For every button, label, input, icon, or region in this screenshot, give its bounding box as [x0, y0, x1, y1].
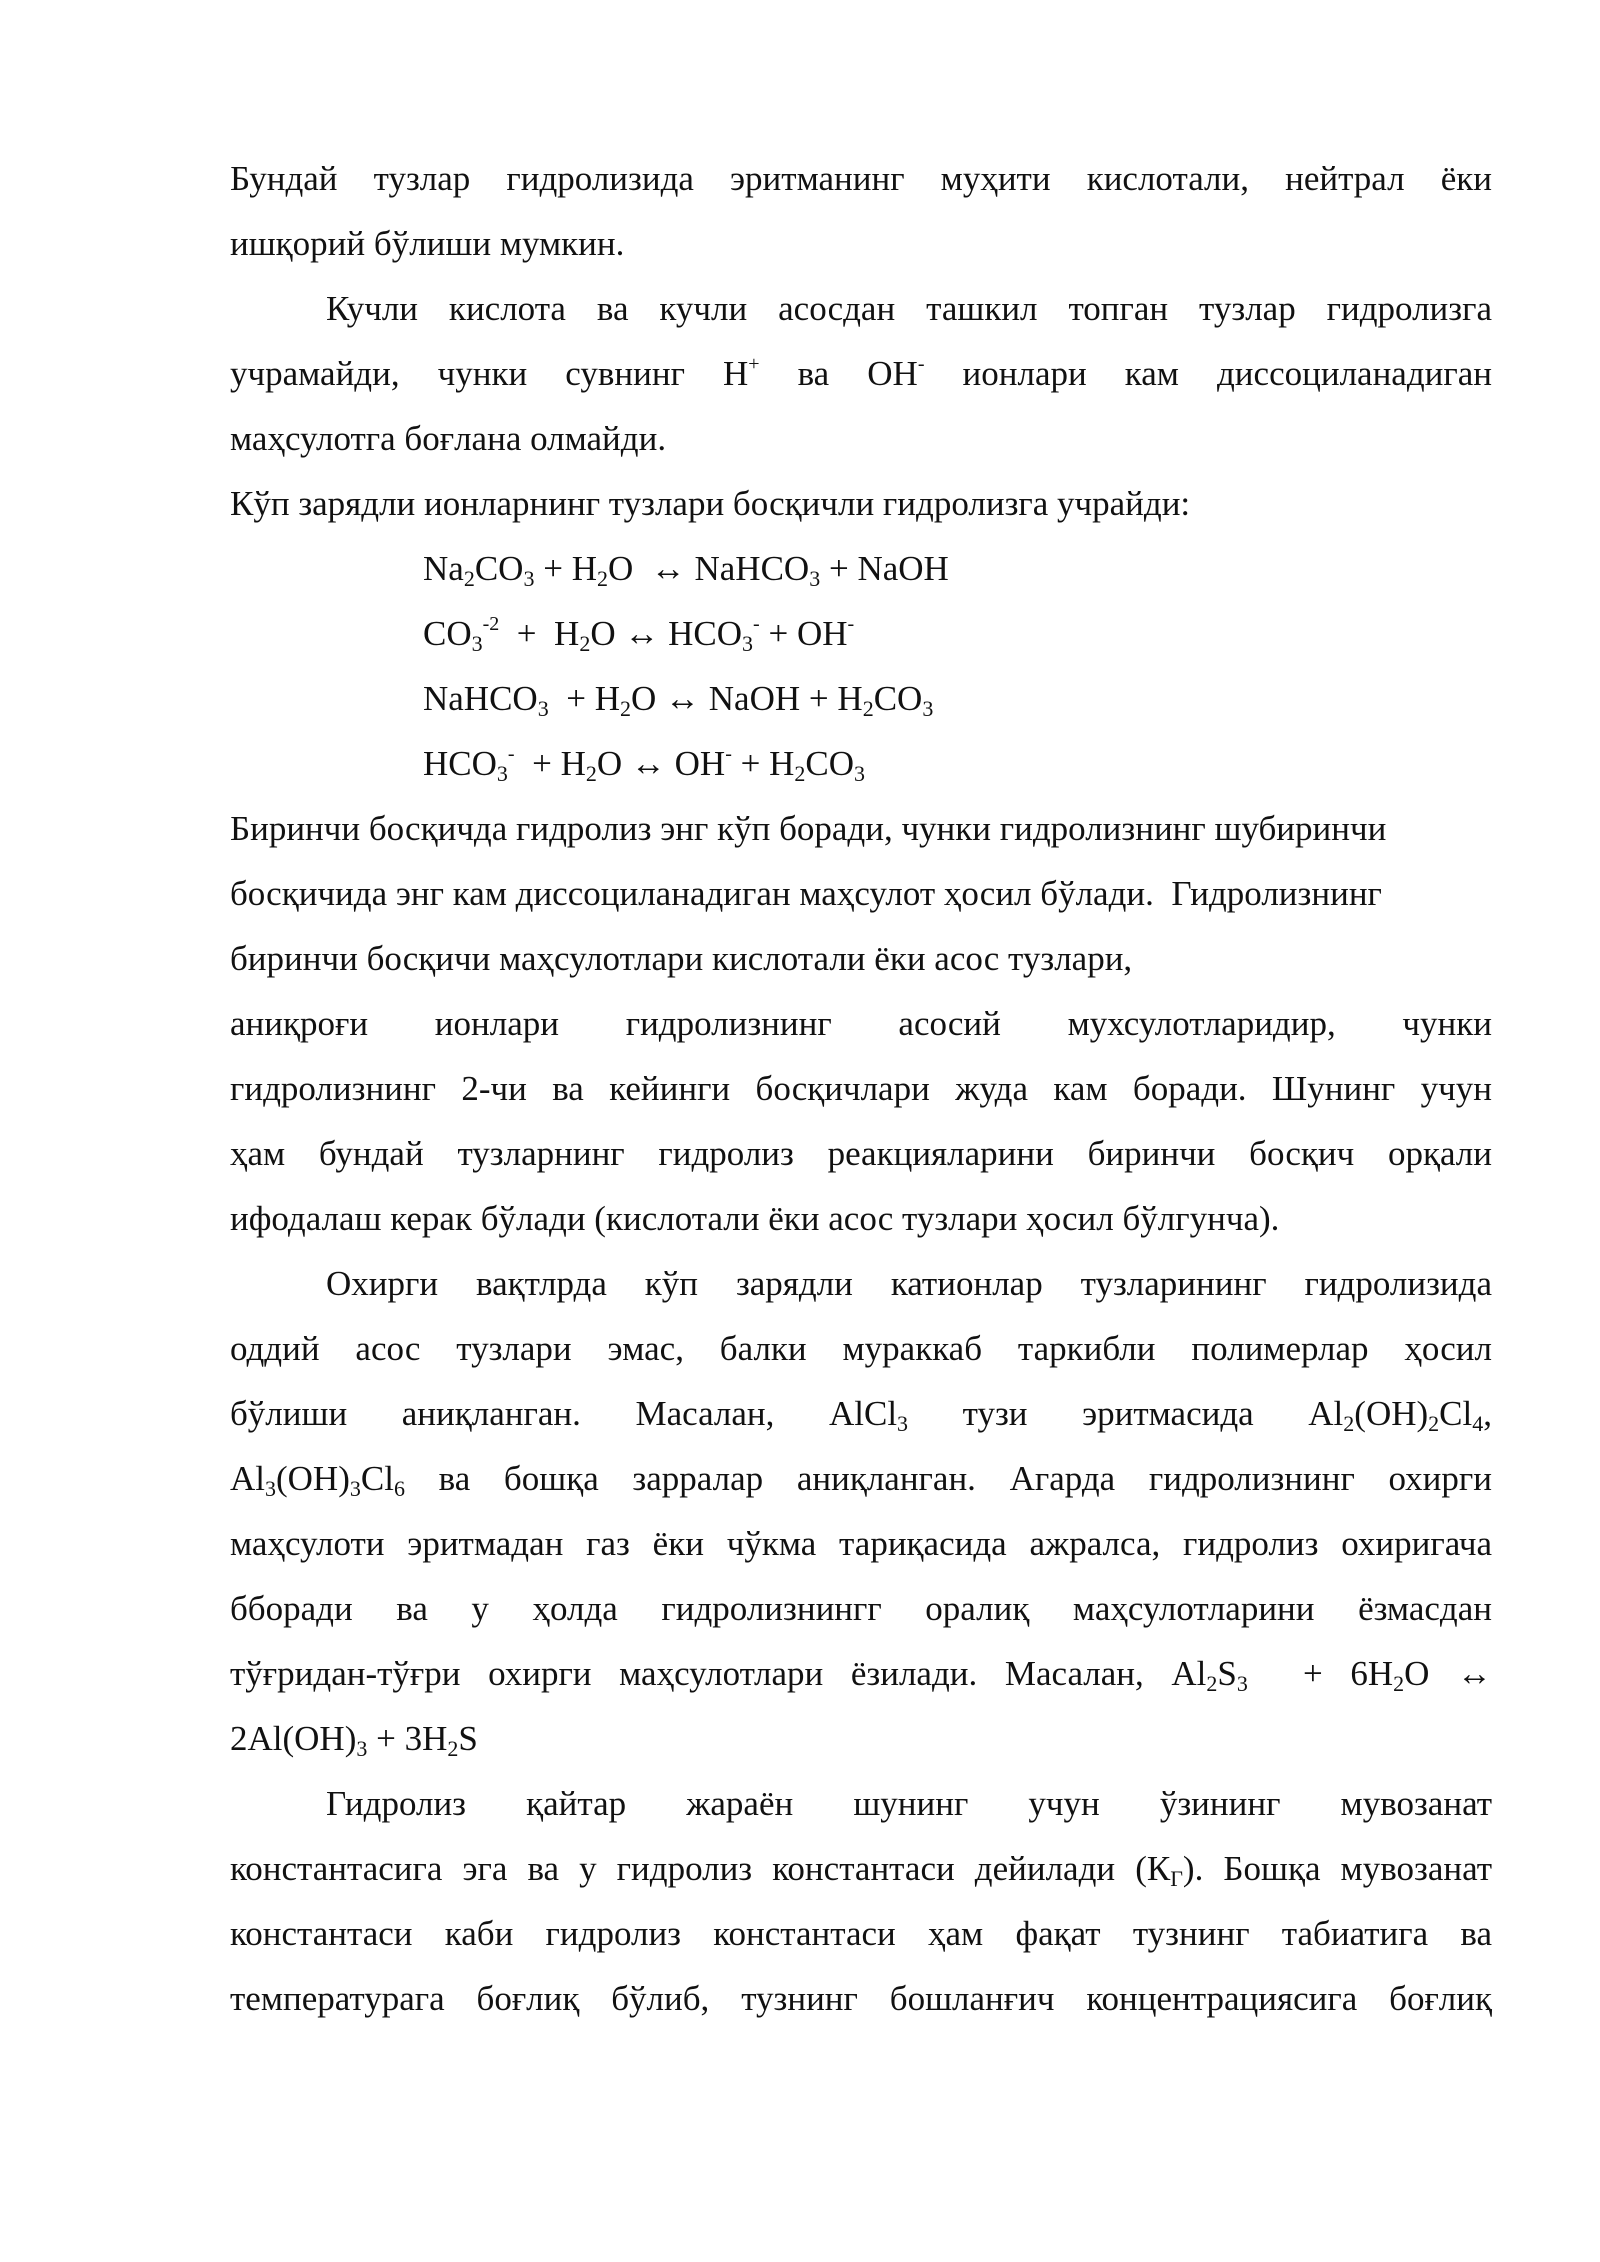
eq-text: NaOH — [708, 679, 801, 718]
text-span: бўлиши аниқланган. Масалан, AlCl — [230, 1394, 898, 1433]
subscript: 3 — [922, 696, 934, 721]
text-span: ҳам бундай тузларнинг гидролиз реакцияларини биринчи босқич орқали — [230, 1134, 1492, 1173]
eq-text: + — [800, 679, 838, 718]
text-line — [230, 475, 1492, 540]
subscript: 3 — [742, 631, 754, 656]
arrow-symbol: ↔ — [630, 744, 666, 783]
eq-text: + — [523, 744, 561, 783]
eq-text: O — [607, 549, 634, 588]
equation-4 — [230, 735, 1492, 800]
subscript: 3 — [523, 566, 535, 591]
eq-text: CO — [873, 679, 923, 718]
superscript: -2 — [482, 613, 500, 635]
text-line — [230, 930, 1492, 995]
text-span: , — [1483, 1394, 1492, 1433]
text-span: босқичида энг кам диссоциланадиган маҳсулот ҳосил бўлади. Гидролизнинг — [230, 874, 1382, 913]
subscript: 3 — [356, 1736, 368, 1761]
text-span: температурага боғлиқ бўлиб, тузнинг бошланғич концентрациясига боғлиқ — [230, 1979, 1492, 2018]
text-span: Cl — [360, 1459, 394, 1498]
subscript: 3 — [349, 1476, 361, 1501]
text-span: O ↔ — [1404, 1654, 1492, 1693]
arrow-symbol: ↔ — [624, 614, 660, 653]
text-line — [230, 1840, 1492, 1905]
text-span: маҳсулотга боғлана олмайди. — [230, 419, 667, 458]
eq-text: H — [769, 744, 795, 783]
arrow-symbol: ↔ — [665, 679, 701, 718]
text-span: учрамайди, чунки сувнинг H — [230, 354, 749, 393]
subscript: 2 — [1393, 1671, 1405, 1696]
eq-text: NaOH — [857, 549, 949, 588]
eq-text: O — [596, 744, 623, 783]
subscript: 3 — [897, 1411, 909, 1436]
subscript: 3 — [809, 566, 821, 591]
superscript: - — [847, 613, 855, 635]
text-line — [230, 995, 1492, 1060]
text-line — [230, 1970, 1492, 2035]
text-span: Охирги вақтлрда кўп зарядли катионлар тузларининг гидролизида — [326, 1264, 1492, 1303]
text-span: Cl — [1439, 1394, 1473, 1433]
subscript: 2 — [596, 566, 608, 591]
text-line — [230, 1125, 1492, 1190]
text-span: Al — [230, 1459, 265, 1498]
text-span: константасига эга ва у гидролиз константаси дейилади (К — [230, 1849, 1171, 1888]
subscript: 6 — [393, 1476, 405, 1501]
subscript: 2 — [1343, 1411, 1355, 1436]
text-span: гидролизнинг 2-чи ва кейинги босқичлари жуда кам боради. Шунинг учун — [230, 1069, 1492, 1108]
equation-3 — [230, 670, 1492, 735]
eq-text: H — [594, 679, 620, 718]
text-span: ва бошқа зарралар аниқланган. Агарда гидролизнинг охирги — [404, 1459, 1492, 1498]
eq-text: HCO — [668, 614, 743, 653]
text-line — [230, 1775, 1492, 1840]
text-span: константаси каби гидролиз константаси ҳам фақат тузнинг табиатига ва — [230, 1914, 1492, 1953]
eq-text: + — [508, 614, 546, 653]
superscript: - — [917, 353, 925, 375]
eq-text: CO — [805, 744, 855, 783]
subscript: 2 — [1428, 1411, 1440, 1436]
eq-text: CO — [474, 549, 524, 588]
text-span: (OH) — [276, 1459, 350, 1498]
text-span: тузи эритмасида Al — [908, 1394, 1344, 1433]
text-span: Кучли кислота ва кучли асосдан ташкил топган тузлар гидролизга — [326, 289, 1492, 328]
text-line — [230, 1515, 1492, 1580]
superscript: - — [753, 613, 760, 635]
text-line — [230, 1320, 1492, 1385]
eq-text: H — [571, 549, 597, 588]
text-span: тўғридан-тўғри охирги маҳсулотлари ёзилади. Масалан, Al — [230, 1654, 1207, 1693]
subscript: 4 — [1472, 1411, 1484, 1436]
text-span: бборади ва у ҳолда гидролизнингг оралиқ маҳсулотларини ёзмасдан — [230, 1589, 1492, 1628]
text-span: S — [1217, 1654, 1237, 1693]
text-span: оддий асос тузлари эмас, балки мураккаб таркибли полимерлар ҳосил — [230, 1329, 1492, 1368]
equation-2 — [230, 605, 1492, 670]
text-span: Гидролиз қайтар жараён шунинг учун ўзининг мувозанат — [326, 1784, 1492, 1823]
text-span: S — [458, 1719, 478, 1758]
eq-text: + — [731, 744, 770, 783]
text-line — [230, 150, 1492, 215]
text-line — [230, 1905, 1492, 1970]
subscript: 2 — [794, 761, 806, 786]
text-line — [230, 1255, 1492, 1320]
text-line — [230, 345, 1492, 410]
text-span: Бундай тузлар гидролизида эритманинг муҳити кислотали, нейтрал ёки — [230, 159, 1492, 198]
superscript: + — [748, 353, 760, 375]
subscript: 3 — [854, 761, 866, 786]
subscript: Г — [1170, 1866, 1183, 1891]
text-span: Биринчи босқичда гидролиз энг кўп боради, чунки гидролизнинг шубиринчи — [230, 809, 1387, 848]
arrow-symbol: ↔ — [650, 549, 686, 588]
text-line — [230, 1580, 1492, 1645]
eq-text: O — [631, 679, 657, 718]
text-span: + 3H — [367, 1719, 448, 1758]
text-line — [230, 215, 1492, 280]
text-line — [230, 865, 1492, 930]
subscript: 2 — [862, 696, 874, 721]
text-span: аниқроғи ионлари гидролизнинг асосий мухсулотларидир, чунки — [230, 1004, 1492, 1043]
text-line — [230, 280, 1492, 345]
subscript: 2 — [463, 566, 475, 591]
text-span: (OH) — [1354, 1394, 1429, 1433]
eq-text: OH — [674, 744, 726, 783]
text-span: + 6H — [1247, 1654, 1394, 1693]
text-line — [230, 1645, 1492, 1710]
eq-text: + — [820, 549, 858, 588]
eq-text: CO — [423, 614, 472, 653]
subscript: 3 — [265, 1476, 276, 1501]
eq-text: H — [554, 614, 580, 653]
eq-text: OH — [796, 614, 848, 653]
subscript: 2 — [620, 696, 631, 721]
superscript: - — [507, 743, 515, 765]
eq-text: HCO — [423, 744, 497, 783]
eq-text: O — [590, 614, 616, 653]
text-line — [230, 1385, 1492, 1450]
text-span: ). Бошқа мувозанат — [1182, 1849, 1493, 1888]
subscript: 3 — [1236, 1671, 1248, 1696]
subscript: 2 — [579, 631, 591, 656]
subscript: 3 — [471, 631, 483, 656]
text-span: ионлари кам диссоциланадиган — [924, 354, 1492, 393]
subscript: 2 — [1206, 1671, 1218, 1696]
subscript: 2 — [585, 761, 597, 786]
eq-text: + — [759, 614, 797, 653]
eq-text: NaHCO — [423, 679, 538, 718]
superscript: - — [725, 743, 732, 765]
subscript: 2 — [447, 1736, 459, 1761]
subscript: 3 — [496, 761, 508, 786]
eq-text: + — [534, 549, 572, 588]
text-span: биринчи босқичи маҳсулотлари кислотали ёки асос тузлари, — [230, 939, 1133, 978]
eq-text: + — [557, 679, 595, 718]
subscript: 3 — [537, 696, 549, 721]
eq-text: Na — [423, 549, 464, 588]
text-span: ифодалаш керак бўлади (кислотали ёки асос тузлари ҳосил бўлгунча). — [230, 1199, 1280, 1238]
text-span: маҳсулоти эритмадан газ ёки чўкма тариқасида ажралса, гидролиз охиригача — [230, 1524, 1492, 1563]
text-line — [230, 410, 1492, 475]
document-page — [230, 150, 1492, 2035]
text-line — [230, 1060, 1492, 1125]
text-span: ишқорий бўлиши мумкин. — [230, 224, 625, 263]
eq-text: H — [837, 679, 863, 718]
eq-text: H — [560, 744, 586, 783]
text-span: 2Al(OH) — [230, 1719, 357, 1758]
text-span: Кўп зарядли ионларнинг тузлари босқичли гидролизга учрайди: — [230, 484, 1191, 523]
eq-text: NaHCO — [694, 549, 810, 588]
equation-1 — [230, 540, 1492, 605]
text-line — [230, 800, 1492, 865]
text-line — [230, 1710, 1492, 1775]
text-span: ва OH — [759, 354, 918, 393]
text-line — [230, 1190, 1492, 1255]
text-line — [230, 1450, 1492, 1515]
